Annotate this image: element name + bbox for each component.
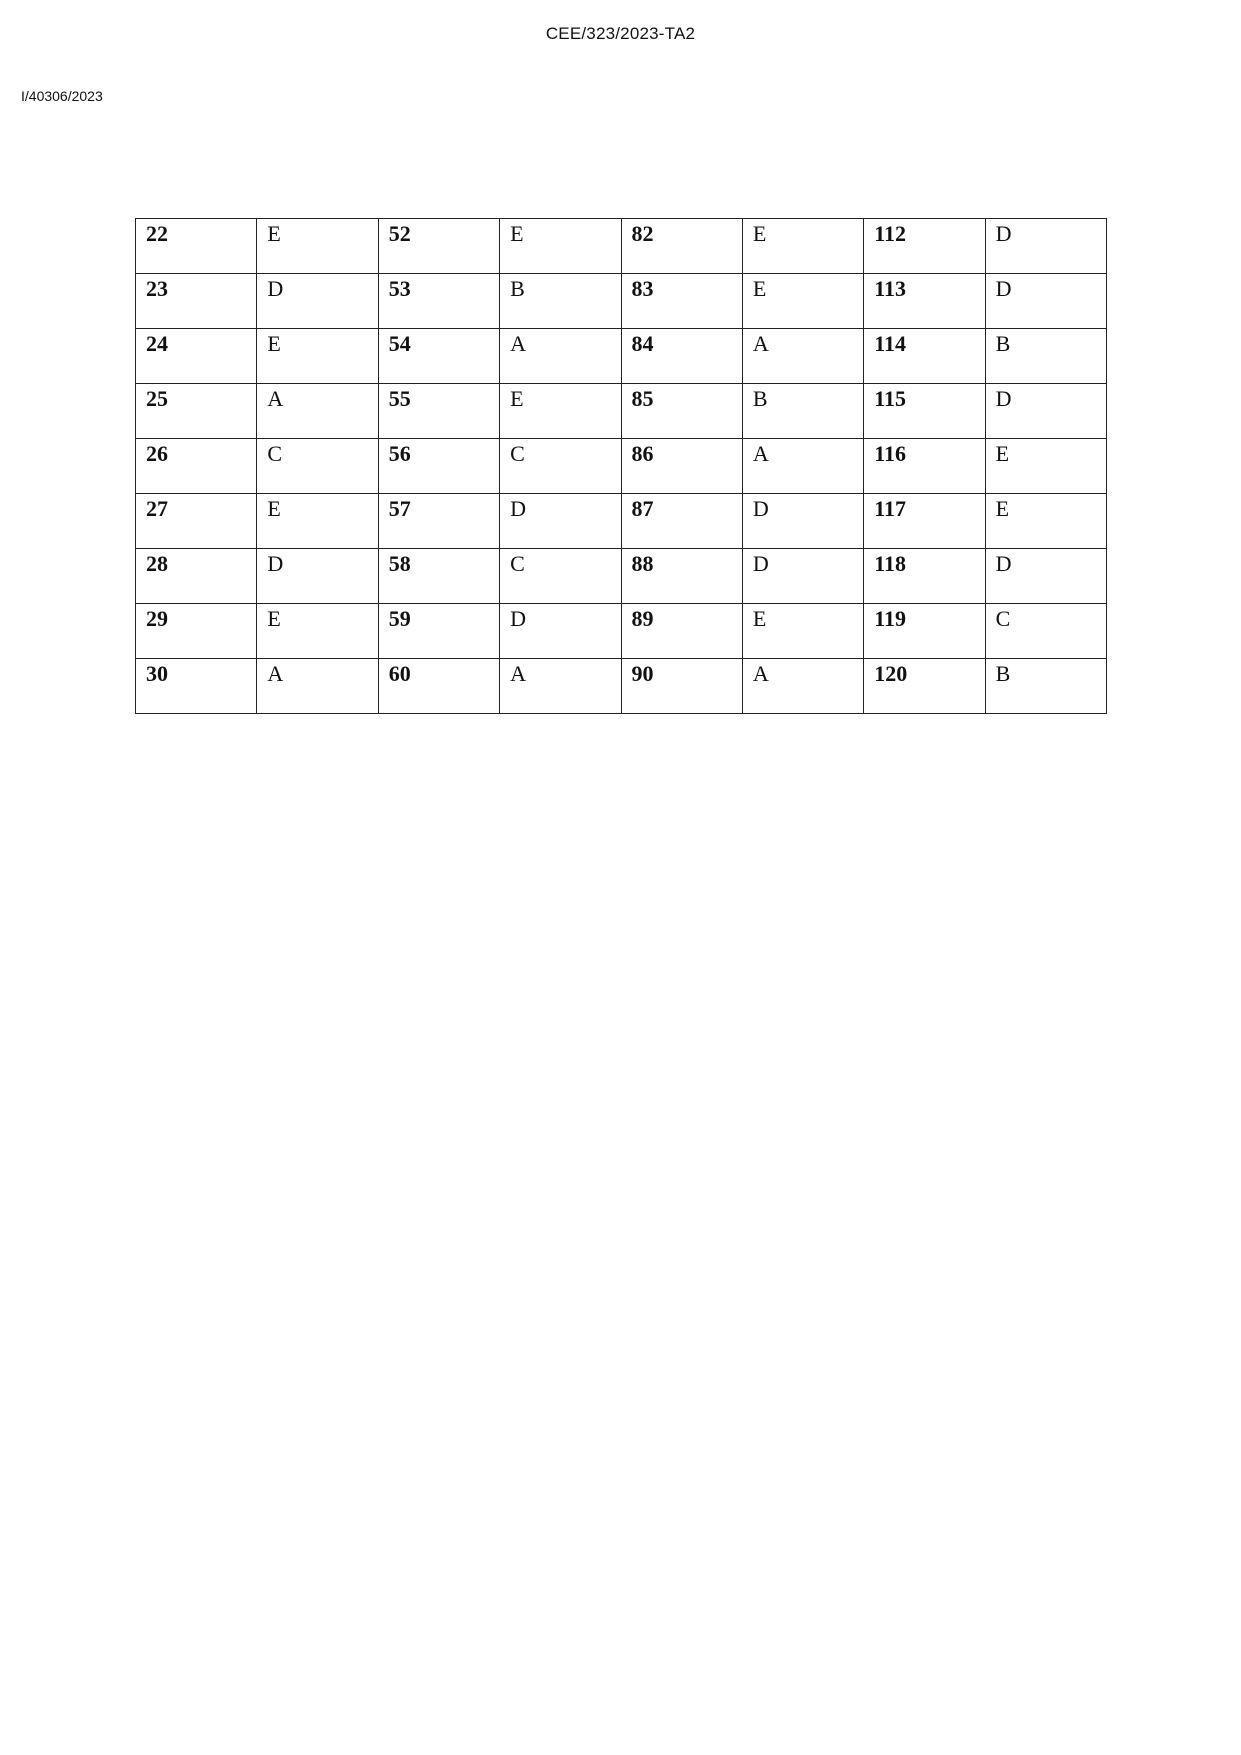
question-number-cell: 82 (621, 219, 742, 274)
question-number-cell: 60 (378, 659, 499, 714)
answer-cell: B (742, 384, 863, 439)
answer-cell: C (500, 439, 621, 494)
question-number-cell: 84 (621, 329, 742, 384)
answer-cell: A (500, 659, 621, 714)
answer-cell: E (500, 219, 621, 274)
answer-cell: A (742, 329, 863, 384)
question-number-cell: 28 (136, 549, 257, 604)
question-number-cell: 23 (136, 274, 257, 329)
question-number-cell: 52 (378, 219, 499, 274)
answer-cell: E (985, 494, 1106, 549)
question-number-cell: 90 (621, 659, 742, 714)
answer-cell: E (500, 384, 621, 439)
question-number-cell: 56 (378, 439, 499, 494)
question-number-cell: 114 (864, 329, 985, 384)
question-number-cell: 55 (378, 384, 499, 439)
question-number-cell: 22 (136, 219, 257, 274)
table-row (136, 494, 1107, 549)
question-number-cell: 24 (136, 329, 257, 384)
table-row (136, 604, 1107, 659)
question-number-cell: 89 (621, 604, 742, 659)
answer-cell: D (742, 549, 863, 604)
question-number-cell: 113 (864, 274, 985, 329)
answer-cell: D (257, 274, 378, 329)
question-number-cell: 88 (621, 549, 742, 604)
answer-cell: D (985, 549, 1106, 604)
answer-cell: A (742, 439, 863, 494)
answer-key-body (136, 219, 1107, 714)
table-row (136, 384, 1107, 439)
question-number-cell: 87 (621, 494, 742, 549)
answer-cell: E (985, 439, 1106, 494)
answer-cell: A (500, 329, 621, 384)
table-row (136, 329, 1107, 384)
question-number-cell: 29 (136, 604, 257, 659)
answer-cell: A (257, 659, 378, 714)
question-number-cell: 58 (378, 549, 499, 604)
question-number-cell: 115 (864, 384, 985, 439)
answer-cell: E (742, 604, 863, 659)
answer-cell: C (985, 604, 1106, 659)
question-number-cell: 30 (136, 659, 257, 714)
answer-cell: B (500, 274, 621, 329)
answer-cell: B (985, 659, 1106, 714)
question-number-cell: 116 (864, 439, 985, 494)
answer-cell: E (742, 274, 863, 329)
question-number-cell: 117 (864, 494, 985, 549)
answer-cell: D (257, 549, 378, 604)
question-number-cell: 118 (864, 549, 985, 604)
question-number-cell: 54 (378, 329, 499, 384)
question-number-cell: 85 (621, 384, 742, 439)
answer-cell: A (257, 384, 378, 439)
table-row (136, 274, 1107, 329)
answer-cell: D (985, 274, 1106, 329)
question-number-cell: 26 (136, 439, 257, 494)
answer-cell: D (985, 384, 1106, 439)
answer-cell: D (742, 494, 863, 549)
reference-number: I/40306/2023 (21, 88, 103, 104)
document-code: CEE/323/2023-TA2 (545, 24, 696, 43)
question-number-cell: 120 (864, 659, 985, 714)
question-number-cell: 59 (378, 604, 499, 659)
question-number-cell: 25 (136, 384, 257, 439)
answer-cell: B (985, 329, 1106, 384)
answer-key-table (135, 218, 1107, 714)
answer-cell: E (257, 604, 378, 659)
answer-cell: E (257, 494, 378, 549)
answer-cell: E (257, 219, 378, 274)
question-number-cell: 53 (378, 274, 499, 329)
question-number-cell: 27 (136, 494, 257, 549)
table-row (136, 659, 1107, 714)
answer-cell: D (500, 604, 621, 659)
answer-cell: C (500, 549, 621, 604)
answer-cell: C (257, 439, 378, 494)
question-number-cell: 57 (378, 494, 499, 549)
table-row (136, 219, 1107, 274)
answer-cell: E (257, 329, 378, 384)
question-number-cell: 112 (864, 219, 985, 274)
answer-cell: E (742, 219, 863, 274)
question-number-cell: 83 (621, 274, 742, 329)
question-number-cell: 86 (621, 439, 742, 494)
question-number-cell: 119 (864, 604, 985, 659)
answer-cell: D (985, 219, 1106, 274)
table-row (136, 549, 1107, 604)
answer-cell: D (500, 494, 621, 549)
table-row (136, 439, 1107, 494)
answer-cell: A (742, 659, 863, 714)
